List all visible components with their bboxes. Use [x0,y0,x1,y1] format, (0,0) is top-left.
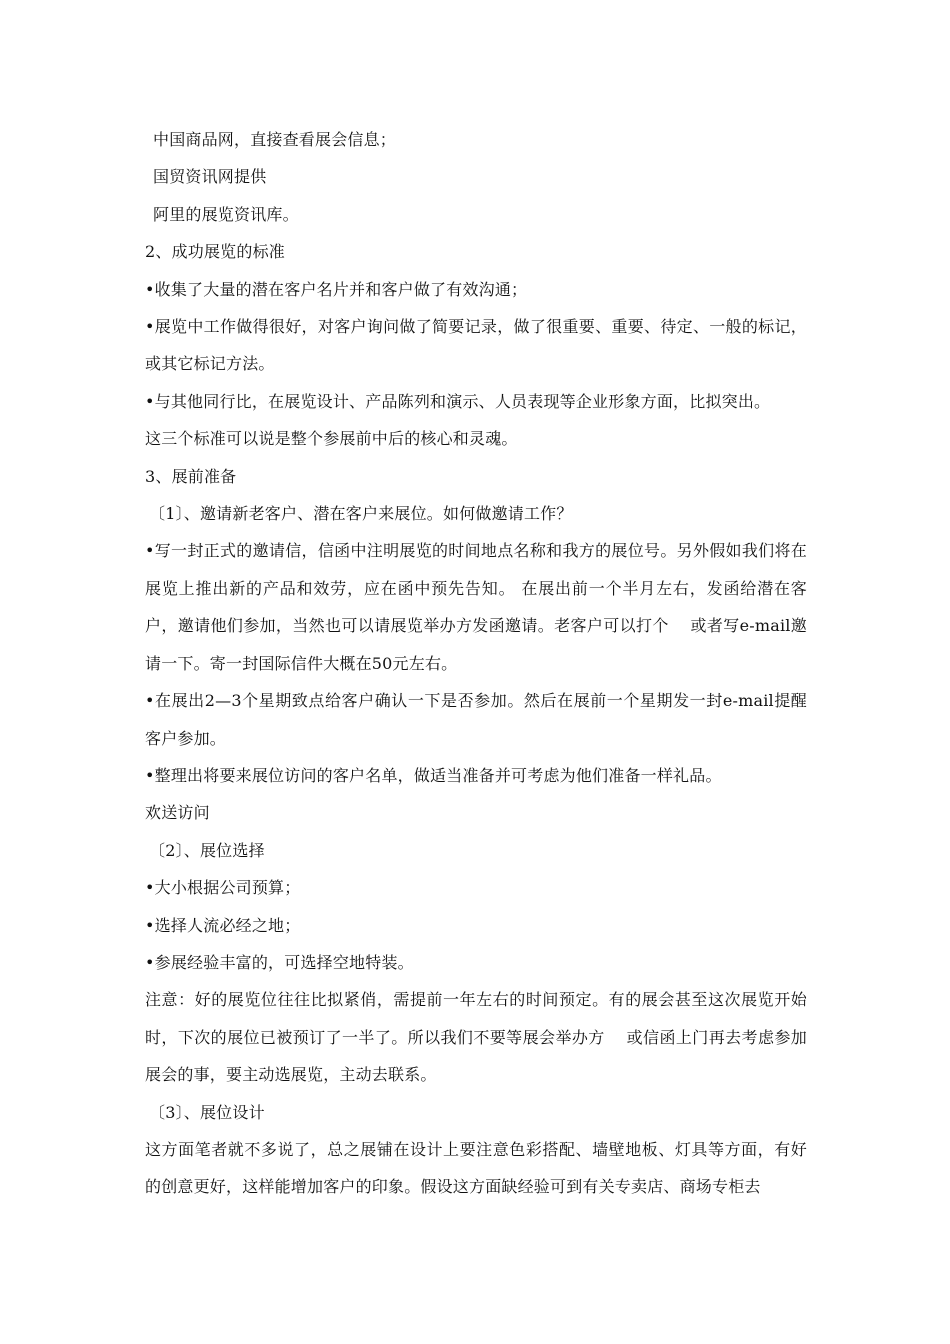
document-body [145,121,807,1206]
bullet-item: •展览中工作做得很好，对客户询问做了简要记录，做了很重要、重要、待定、一般的标记，或其它标记方法。 [145,317,807,374]
subsection-heading-1: 〔1〕、邀请新老客户、潜在客户来展位。如何做邀请工作？ [149,504,573,524]
bullet-item: •在展出2—3个星期致点给客户确认一下是否参加。然后在展前一个星期发一封e-mail提醒客户参加。 [145,691,807,748]
paragraph-summary: 这三个标准可以说是整个参展前中后的核心和灵魂。 [145,429,518,449]
paragraph-source-2: 国贸资讯网提供 [153,167,267,187]
bullet-item: •大小根据公司预算； [145,878,301,898]
section-heading-2: 2、成功展览的标准 [145,242,285,262]
subsection-heading-2: 〔2〕、展位选择 [149,840,265,860]
bullet-item: •写一封正式的邀请信，信函中注明展览的时间地点名称和我方的展位号。另外假如我们将在展览上推出新的产品和效劳，应在函中预先告知。 在展出前一个半月左右，发函给潜在客户，邀请他们参加，当然也可以请展览举办方发函邀请。老客户可以打个 或者写e-mail邀请一下。寄一封国际信件大概在50元左右。 [145,541,807,673]
bullet-item: •与其他同行比，在展览设计、产品陈列和演示、人员表现等企业形象方面，比拟突出。 [145,391,771,411]
bullet-item: •选择人流必经之地； [145,915,301,935]
paragraph-welcome: 欢送访问 [145,803,210,823]
paragraph-source-3: 阿里的展览资讯库。 [153,204,299,224]
subsection-heading-3: 〔3〕、展位设计 [149,1102,265,1122]
paragraph-design: 这方面笔者就不多说了，总之展铺在设计上要注意色彩搭配、墙壁地板、灯具等方面，有好的创意更好，这样能增加客户的印象。假设这方面缺经验可到有关专卖店、商场专柜去 [145,1139,807,1197]
bullet-item: •收集了大量的潜在客户名片并和客户做了有效沟通； [145,279,528,299]
bullet-item: •整理出将要来展位访问的客户名单，做适当准备并可考虑为他们准备一样礼品。 [145,765,722,785]
paragraph-source-1: 中国商品网，直接查看展会信息； [153,130,397,149]
bullet-item: •参展经验丰富的，可选择空地特装。 [145,952,414,972]
paragraph-note: 注意：好的展览位往往比拟紧俏，需提前一年左右的时间预定。有的展会甚至这次展览开始时，下次的展位已被预订了一半了。所以我们不要等展会举办方 或信函上门再去考虑参加展会的事，要主动选展览，主动去联系。 [145,990,807,1085]
section-heading-3: 3、展前准备 [145,466,237,486]
